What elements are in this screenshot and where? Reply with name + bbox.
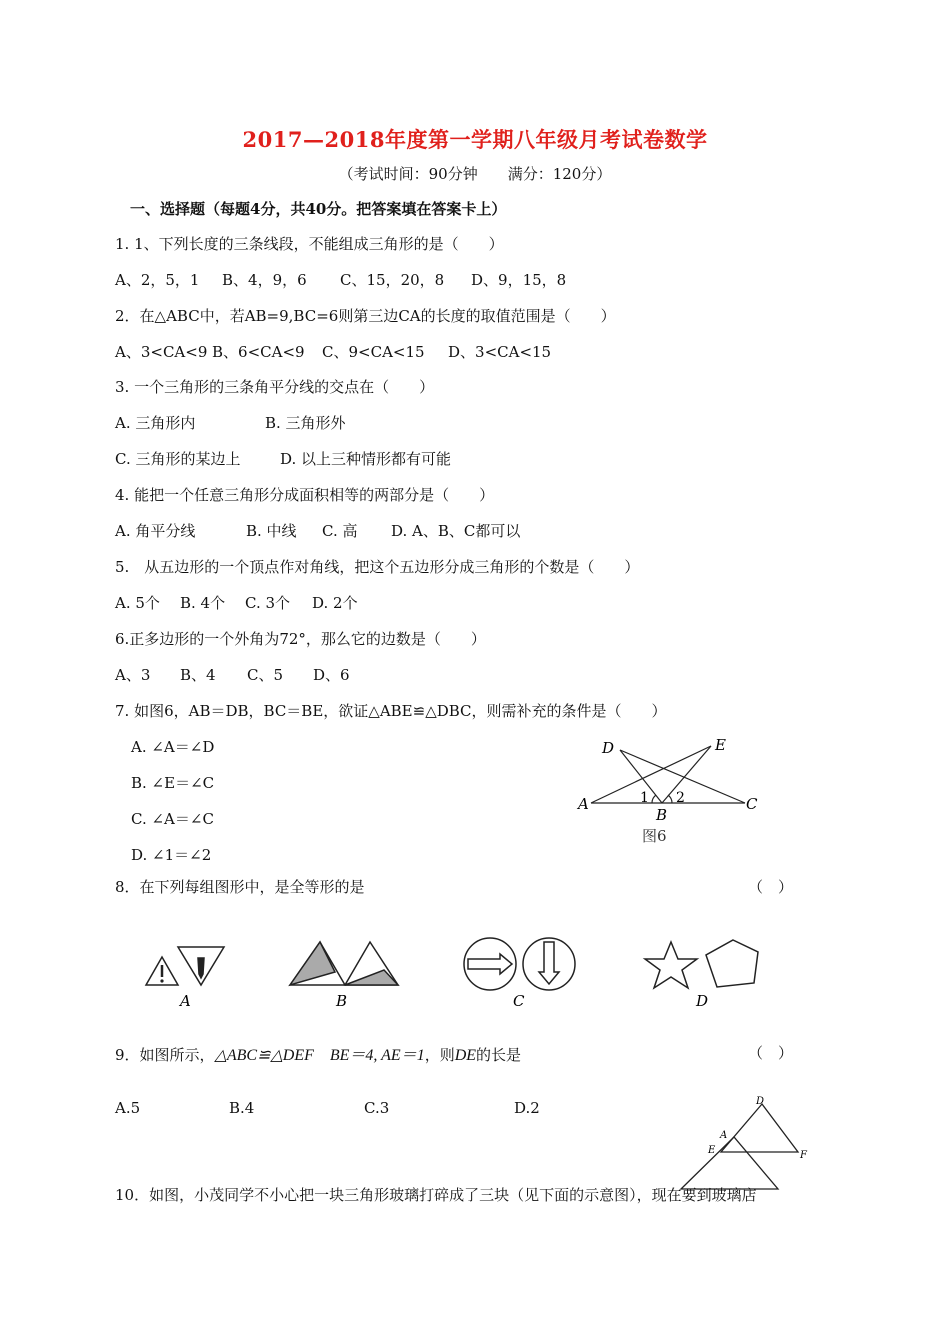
- pentagon-shape: [706, 940, 758, 987]
- q1-stem: 1. 1、下列长度的三条线段，不能组成三角形的是（ ）: [115, 235, 504, 253]
- right-arrow-icon: [468, 954, 512, 974]
- q5-option-c: C. 3个: [245, 594, 291, 612]
- q4-option-d: D. A、B、C都可以: [391, 522, 521, 540]
- fig6-caption: 图6: [642, 827, 667, 845]
- q3-stem: 3. 一个三角形的三条角平分线的交点在（ ）: [115, 378, 435, 396]
- q9-stem: [115, 1042, 521, 1065]
- q8-label-b: B: [336, 992, 348, 1010]
- down-arrow-icon: [539, 942, 559, 984]
- section-heading: 一、选择题（每题4分，共40分。把答案填在答案卡上）: [130, 200, 507, 218]
- q5-stem: 5. 从五边形的一个顶点作对角线，把这个五边形分成三角形的个数是（ ）: [115, 558, 640, 576]
- fig6-label-d: D: [602, 739, 615, 757]
- q3-option-c: C. 三角形的某边上: [115, 450, 241, 468]
- q7-option-c: C. ∠A＝∠C: [131, 810, 214, 828]
- q9-label-d: D: [756, 1096, 765, 1107]
- q2-option-b: B、6<CA<9: [212, 343, 305, 361]
- q9-option-b: B.4: [229, 1099, 255, 1117]
- q6-option-b: B、4: [180, 666, 216, 684]
- angle-2-arc: [668, 795, 672, 803]
- q7-option-b: B. ∠E＝∠C: [131, 774, 215, 792]
- line-eb: [662, 746, 711, 803]
- triangle-def: [721, 1104, 798, 1152]
- q4-option-b: B. 中线: [246, 522, 297, 540]
- q6-stem: 6.正多边形的一个外角为72°，那么它的边数是（ ）: [115, 630, 486, 648]
- q9-stem-a: 9．如图所示，: [115, 1046, 215, 1064]
- circle-c1: [464, 938, 516, 990]
- q9-stem-b: ，则: [424, 1046, 455, 1064]
- triangle-b1-shaded: [290, 942, 335, 985]
- exam-subtitle: （考试时间：90分钟 满分：120分）: [338, 165, 612, 183]
- q3-option-b: B. 三角形外: [265, 414, 346, 432]
- q9-stem-c: 的长是: [476, 1046, 522, 1064]
- q6-option-c: C、5: [247, 666, 284, 684]
- q5-option-d: D. 2个: [312, 594, 358, 612]
- q6-option-d: D、6: [313, 666, 350, 684]
- triangle-abc: [681, 1137, 778, 1189]
- q9-option-c: C.3: [364, 1099, 390, 1117]
- star-shape: [645, 942, 697, 988]
- q1-option-b: B、4，9，6: [222, 271, 307, 289]
- q5-option-b: B. 4个: [180, 594, 226, 612]
- q8-label-a: A: [180, 992, 191, 1010]
- q9-math: △ABC≌△DEF BE＝4, AE＝1: [214, 1047, 425, 1064]
- figure-6: [570, 732, 770, 850]
- q4-option-c: C. 高: [322, 522, 358, 540]
- circle-c2: [523, 938, 575, 990]
- q9-de: DE: [454, 1047, 477, 1064]
- q8-label-c: C: [513, 992, 525, 1010]
- q7-stem: 7. 如图6，AB＝DB，BC＝BE，欲证△ABE≌△DBC，则需补充的条件是（ ）: [115, 702, 667, 720]
- q3-option-d: D. 以上三种情形都有可能: [280, 450, 452, 468]
- q9-bracket: （ ）: [748, 1044, 794, 1062]
- fig6-label-c: C: [746, 795, 758, 813]
- fig6-label-2: 2: [676, 790, 685, 806]
- q9-option-a: A.5: [115, 1099, 141, 1117]
- fig6-label-e: E: [715, 736, 726, 754]
- q8-label-d: D: [696, 992, 709, 1010]
- q1-option-d: D、9，15，8: [471, 271, 567, 289]
- q8-stem: 8．在下列每组图形中，是全等形的是: [115, 878, 365, 896]
- q3-option-a: A. 三角形内: [115, 414, 196, 432]
- fig6-label-b: B: [656, 806, 668, 824]
- q7-option-a: A. ∠A＝∠D: [131, 738, 215, 756]
- q9-label-f: F: [800, 1150, 807, 1161]
- q9-figure: [676, 1090, 816, 1194]
- fig6-label-a: A: [578, 795, 589, 813]
- angle-1-arc: [652, 795, 656, 803]
- q9-label-a: A: [720, 1130, 728, 1141]
- q1-option-c: C、15，20，8: [340, 271, 445, 289]
- tie-mark: [198, 958, 204, 978]
- q7-option-d: D. ∠1＝∠2: [131, 846, 212, 864]
- q4-option-a: A. 角平分线: [115, 522, 196, 540]
- q8-bracket: （ ）: [748, 878, 794, 896]
- q8-figures: [140, 930, 780, 1014]
- q1-option-a: A、2，5，1: [115, 271, 200, 289]
- q6-option-a: A、3: [115, 666, 151, 684]
- q9-label-e: E: [708, 1145, 716, 1156]
- q9-option-d: D.2: [514, 1099, 540, 1117]
- q10-stem: 10．如图，小茂同学不小心把一块三角形玻璃打碎成了三块（见下面的示意图），现在要到玻璃店: [115, 1186, 757, 1204]
- exam-title: 2017—2018年度第一学期八年级月考试卷数学: [242, 127, 708, 152]
- q5-option-a: A. 5个: [115, 594, 160, 612]
- fig6-label-1: 1: [640, 790, 649, 806]
- q2-stem: 2．在△ABC中，若AB=9,BC=6则第三边CA的长度的取值范围是（ ）: [115, 307, 616, 325]
- q2-option-c: C、9<CA<15: [322, 343, 425, 361]
- q4-stem: 4. 能把一个任意三角形分成面积相等的两部分是（ ）: [115, 486, 495, 504]
- q2-option-a: A、3<CA<9: [115, 343, 208, 361]
- q2-option-d: D、3<CA<15: [448, 343, 552, 361]
